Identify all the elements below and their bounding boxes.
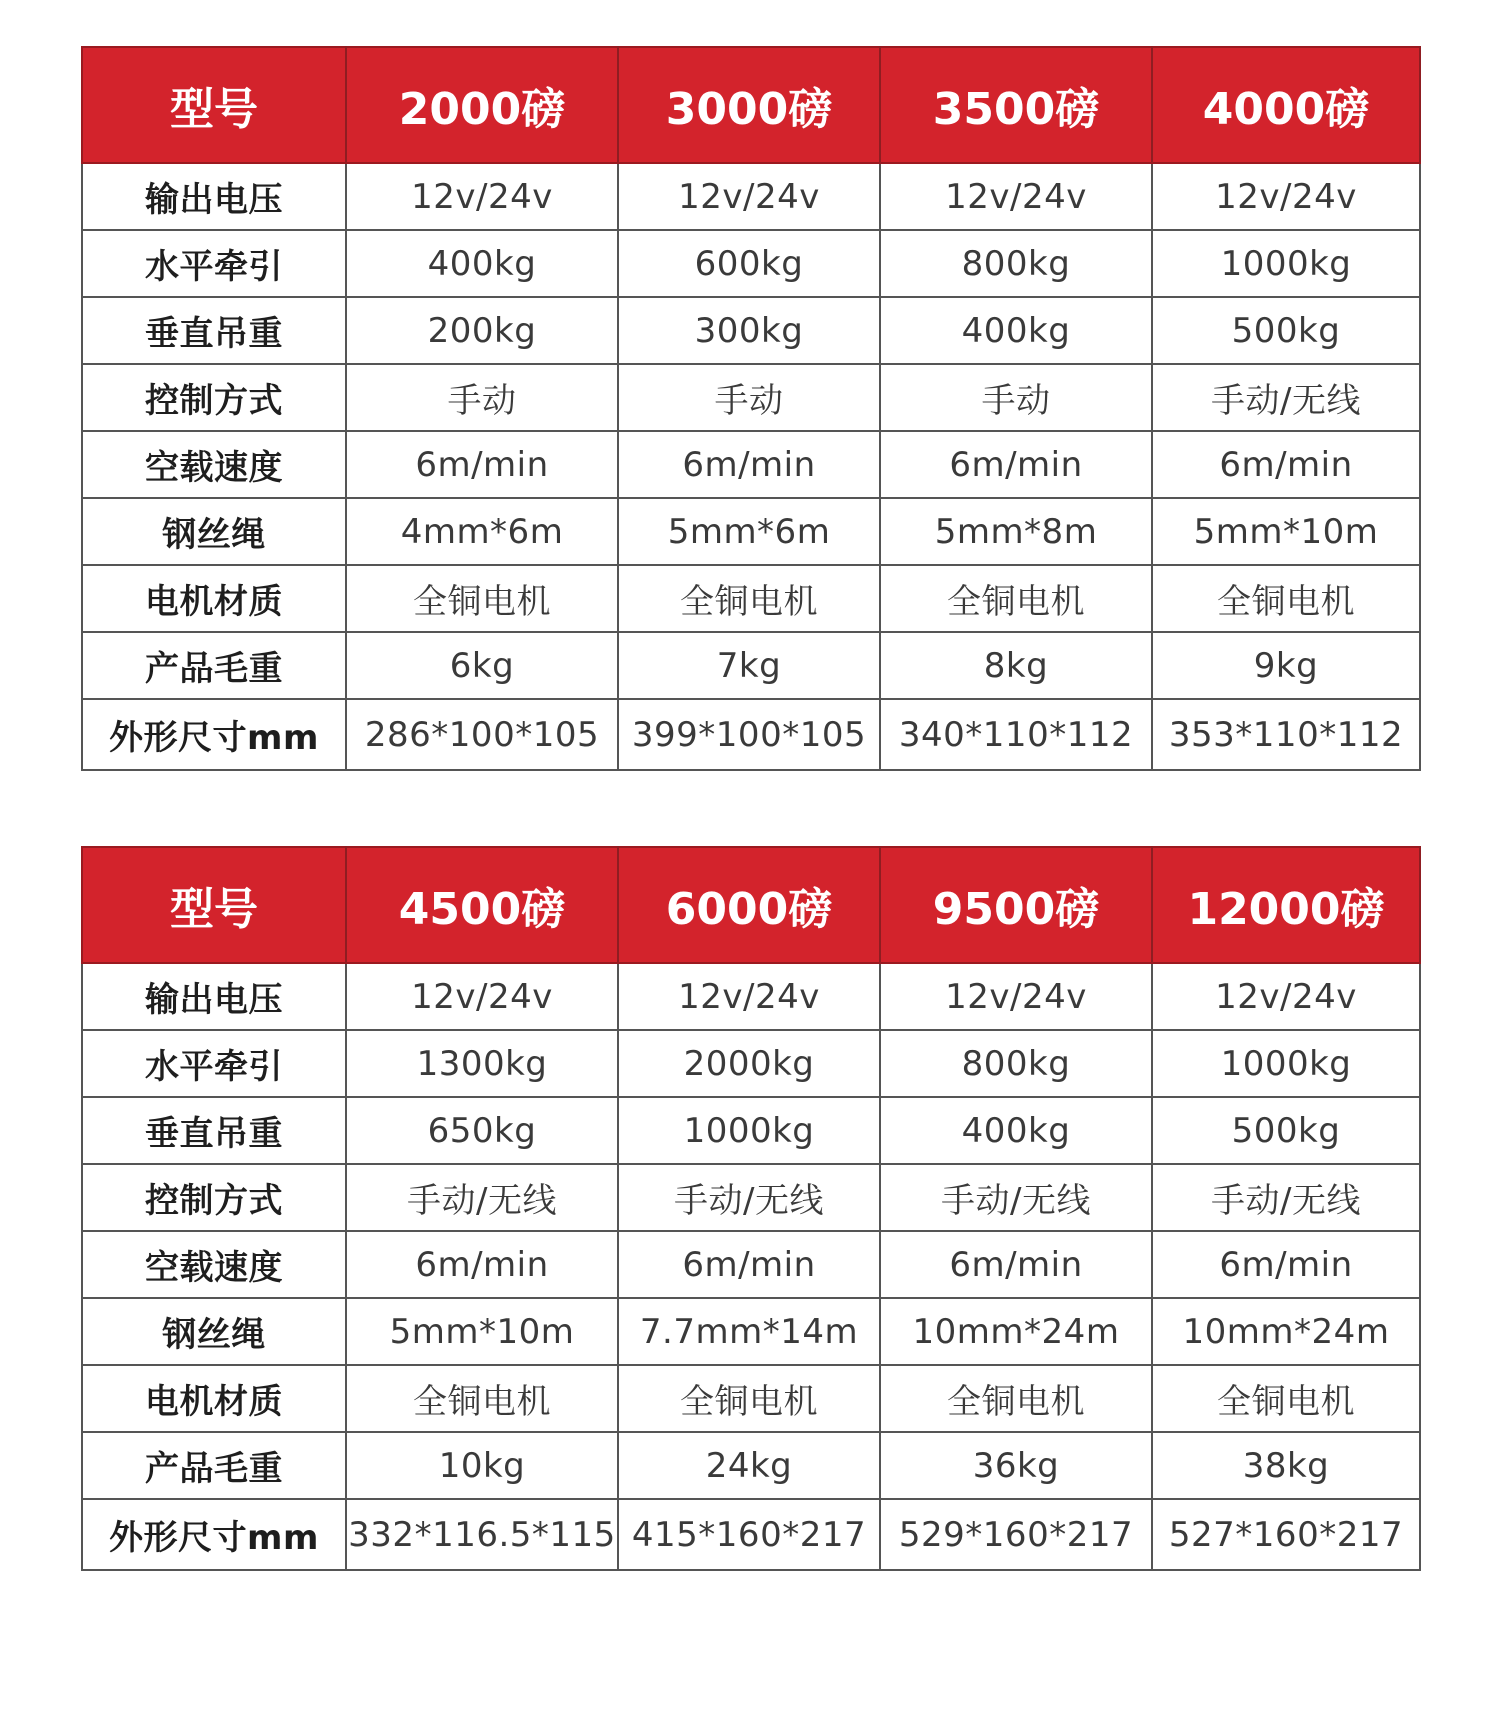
- table-cell: 12v/24v: [618, 163, 880, 230]
- table-cell: 6m/min: [618, 431, 880, 498]
- table-cell: 332*116.5*115: [346, 1499, 618, 1570]
- table-row: [82, 699, 1420, 770]
- header-cell-model: 型号: [82, 847, 346, 963]
- table-cell: 1300kg: [346, 1030, 618, 1097]
- table-cell: 6m/min: [880, 431, 1152, 498]
- row-label: 垂直吊重: [82, 1097, 346, 1164]
- table-cell: 手动/无线: [346, 1164, 618, 1231]
- table-cell: 手动: [618, 364, 880, 431]
- row-label: 输出电压: [82, 963, 346, 1030]
- table-row: [82, 498, 1420, 565]
- table-cell: 12v/24v: [880, 163, 1152, 230]
- table-cell: 24kg: [618, 1432, 880, 1499]
- table-cell: 1000kg: [618, 1097, 880, 1164]
- table-cell: 4mm*6m: [346, 498, 618, 565]
- row-label: 电机材质: [82, 1365, 346, 1432]
- header-cell: 12000磅: [1152, 847, 1420, 963]
- table-cell: 全铜电机: [346, 1365, 618, 1432]
- table-row: [82, 1432, 1420, 1499]
- table-row: [82, 230, 1420, 297]
- table-cell: 5mm*6m: [618, 498, 880, 565]
- row-label: 空载速度: [82, 1231, 346, 1298]
- header-cell: 4500磅: [346, 847, 618, 963]
- header-row: [82, 47, 1420, 163]
- row-label: 电机材质: [82, 565, 346, 632]
- table-cell: 手动/无线: [618, 1164, 880, 1231]
- table-cell: 7kg: [618, 632, 880, 699]
- header-row: [82, 847, 1420, 963]
- spec-table-1: [81, 46, 1421, 771]
- table-cell: 6m/min: [618, 1231, 880, 1298]
- table-cell: 36kg: [880, 1432, 1152, 1499]
- table-cell: 500kg: [1152, 1097, 1420, 1164]
- table-cell: 529*160*217: [880, 1499, 1152, 1570]
- table-cell: 6m/min: [880, 1231, 1152, 1298]
- table-cell: 300kg: [618, 297, 880, 364]
- table-cell: 6kg: [346, 632, 618, 699]
- table-cell: 7.7mm*14m: [618, 1298, 880, 1365]
- table-cell: 10mm*24m: [1152, 1298, 1420, 1365]
- header-cell: 2000磅: [346, 47, 618, 163]
- table-cell: 400kg: [880, 297, 1152, 364]
- table-cell: 1000kg: [1152, 1030, 1420, 1097]
- table-cell: 650kg: [346, 1097, 618, 1164]
- table-cell: 1000kg: [1152, 230, 1420, 297]
- row-label: 水平牵引: [82, 230, 346, 297]
- table-row: [82, 632, 1420, 699]
- table-cell: 400kg: [880, 1097, 1152, 1164]
- row-label: 钢丝绳: [82, 1298, 346, 1365]
- table-cell: 5mm*8m: [880, 498, 1152, 565]
- table-cell: 6m/min: [346, 431, 618, 498]
- table-cell: 6m/min: [1152, 1231, 1420, 1298]
- table-cell: 全铜电机: [346, 565, 618, 632]
- table-cell: 6m/min: [346, 1231, 618, 1298]
- table-cell: 5mm*10m: [346, 1298, 618, 1365]
- row-label: 水平牵引: [82, 1030, 346, 1097]
- table-cell: 12v/24v: [1152, 963, 1420, 1030]
- table-cell: 38kg: [1152, 1432, 1420, 1499]
- row-label: 外形尺寸mm: [82, 699, 346, 770]
- row-label: 空载速度: [82, 431, 346, 498]
- table-cell: 12v/24v: [1152, 163, 1420, 230]
- table-row: [82, 1298, 1420, 1365]
- table-cell: 手动: [346, 364, 618, 431]
- table-cell: 353*110*112: [1152, 699, 1420, 770]
- table-cell: 12v/24v: [618, 963, 880, 1030]
- table-cell: 340*110*112: [880, 699, 1152, 770]
- header-cell: 6000磅: [618, 847, 880, 963]
- table-row: [82, 163, 1420, 230]
- row-label: 垂直吊重: [82, 297, 346, 364]
- header-cell: 4000磅: [1152, 47, 1420, 163]
- row-label: 产品毛重: [82, 1432, 346, 1499]
- row-label: 外形尺寸mm: [82, 1499, 346, 1570]
- table-cell: 527*160*217: [1152, 1499, 1420, 1570]
- table-cell: 12v/24v: [880, 963, 1152, 1030]
- table-row: [82, 1499, 1420, 1570]
- table-cell: 399*100*105: [618, 699, 880, 770]
- row-label: 产品毛重: [82, 632, 346, 699]
- table-cell: 全铜电机: [1152, 565, 1420, 632]
- table-cell: 全铜电机: [880, 1365, 1152, 1432]
- table-row: [82, 565, 1420, 632]
- row-label: 控制方式: [82, 1164, 346, 1231]
- table-row: [82, 963, 1420, 1030]
- header-cell: 9500磅: [880, 847, 1152, 963]
- table-cell: 9kg: [1152, 632, 1420, 699]
- header-cell: 3000磅: [618, 47, 880, 163]
- table-cell: 5mm*10m: [1152, 498, 1420, 565]
- table-cell: 200kg: [346, 297, 618, 364]
- table-cell: 12v/24v: [346, 163, 618, 230]
- header-cell: 3500磅: [880, 47, 1152, 163]
- table-cell: 手动/无线: [1152, 364, 1420, 431]
- table-cell: 400kg: [346, 230, 618, 297]
- table-cell: 800kg: [880, 230, 1152, 297]
- table-row: [82, 431, 1420, 498]
- table-cell: 10mm*24m: [880, 1298, 1152, 1365]
- table-cell: 手动/无线: [1152, 1164, 1420, 1231]
- table-cell: 全铜电机: [1152, 1365, 1420, 1432]
- row-label: 输出电压: [82, 163, 346, 230]
- table-cell: 415*160*217: [618, 1499, 880, 1570]
- table-cell: 手动: [880, 364, 1152, 431]
- table-cell: 6m/min: [1152, 431, 1420, 498]
- table-row: [82, 1030, 1420, 1097]
- table-cell: 8kg: [880, 632, 1152, 699]
- table-row: [82, 1164, 1420, 1231]
- table-row: [82, 1365, 1420, 1432]
- table-cell: 600kg: [618, 230, 880, 297]
- spec-table-2: [81, 846, 1421, 1571]
- table-cell: 2000kg: [618, 1030, 880, 1097]
- table-cell: 500kg: [1152, 297, 1420, 364]
- table-row: [82, 297, 1420, 364]
- table-cell: 手动/无线: [880, 1164, 1152, 1231]
- header-cell-model: 型号: [82, 47, 346, 163]
- table-row: [82, 1097, 1420, 1164]
- table-cell: 全铜电机: [618, 565, 880, 632]
- row-label: 控制方式: [82, 364, 346, 431]
- table-cell: 12v/24v: [346, 963, 618, 1030]
- row-label: 钢丝绳: [82, 498, 346, 565]
- table-cell: 800kg: [880, 1030, 1152, 1097]
- table-cell: 全铜电机: [880, 565, 1152, 632]
- table-row: [82, 1231, 1420, 1298]
- table-row: [82, 364, 1420, 431]
- table-cell: 10kg: [346, 1432, 618, 1499]
- table-cell: 286*100*105: [346, 699, 618, 770]
- table-cell: 全铜电机: [618, 1365, 880, 1432]
